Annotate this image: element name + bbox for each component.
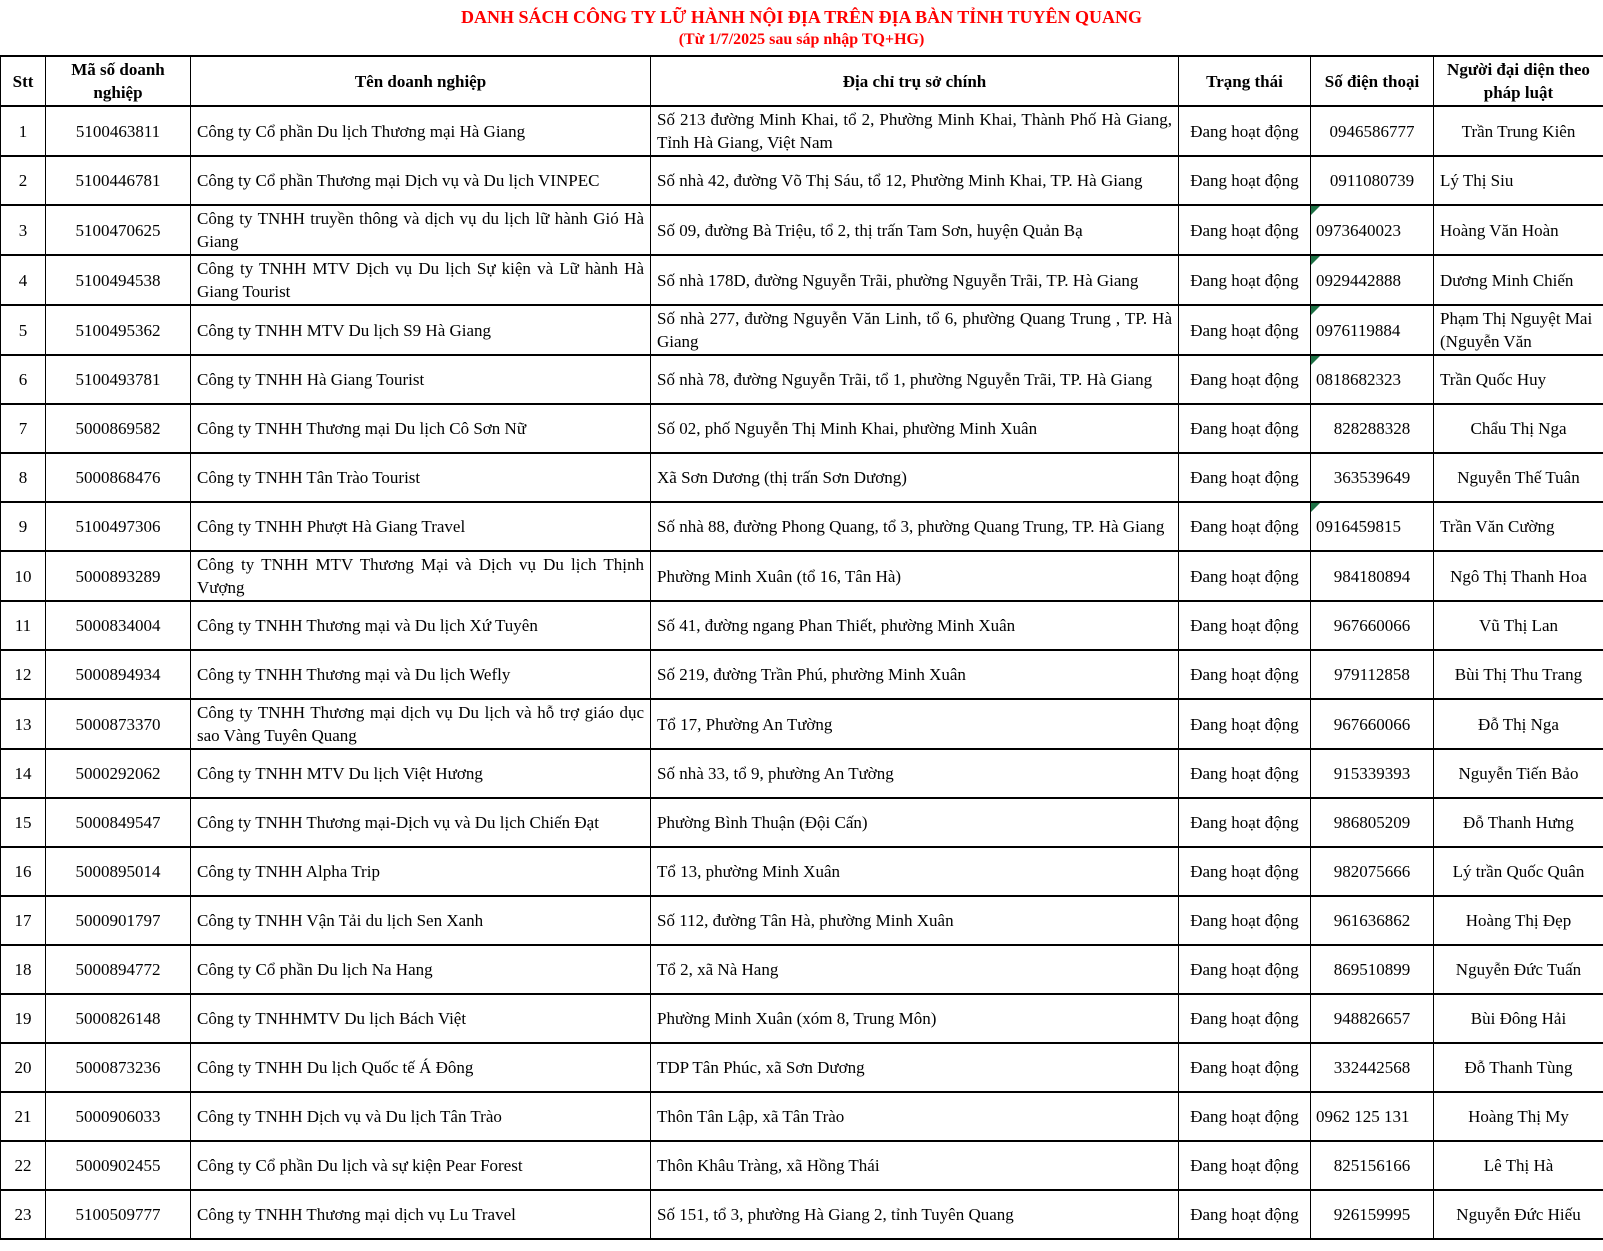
- table-row: [1, 945, 1603, 994]
- table-row: [1, 994, 1603, 1043]
- cell-corner-marker-icon: [1311, 306, 1320, 315]
- company-name-cell: Công ty TNHH Thương mại và Du lịch Wefly: [191, 650, 651, 699]
- status-cell: Đang hoạt động: [1179, 1092, 1311, 1141]
- table-row: [1, 502, 1603, 551]
- representative-cell: Hoàng Thị Đẹp: [1434, 896, 1603, 945]
- address-cell: Số 09, đường Bà Triệu, tổ 2, thị trấn Tam Sơn, huyện Quản Bạ: [651, 205, 1179, 255]
- phone-cell: [1311, 453, 1434, 502]
- address-cell: Phường Minh Xuân (tổ 16, Tân Hà): [651, 551, 1179, 601]
- phone-value: 869510899: [1333, 960, 1411, 979]
- status-cell: Đang hoạt động: [1179, 106, 1311, 156]
- phone-value: 982075666: [1333, 862, 1411, 881]
- stt-cell: 5: [1, 305, 46, 355]
- business-code-cell: 5000834004: [46, 601, 191, 650]
- col-header-status: Trạng thái: [1179, 56, 1311, 106]
- phone-cell: [1311, 601, 1434, 650]
- col-header-representative: Người đại diện theo pháp luật: [1434, 56, 1603, 106]
- status-cell: Đang hoạt động: [1179, 355, 1311, 404]
- table-row: [1, 404, 1603, 453]
- cell-corner-marker-icon: [1311, 356, 1320, 365]
- address-cell: Phường Minh Xuân (xóm 8, Trung Môn): [651, 994, 1179, 1043]
- status-cell: Đang hoạt động: [1179, 1043, 1311, 1092]
- stt-cell: 9: [1, 502, 46, 551]
- representative-cell: Bùi Thị Thu Trang: [1434, 650, 1603, 699]
- phone-value: 926159995: [1333, 1205, 1411, 1224]
- company-name-cell: Công ty TNHH Alpha Trip: [191, 847, 651, 896]
- address-cell: Số 112, đường Tân Hà, phường Minh Xuân: [651, 896, 1179, 945]
- phone-cell: [1311, 551, 1434, 601]
- phone-value: 0976119884: [1316, 320, 1401, 340]
- representative-cell: Lý trần Quốc Quân: [1434, 847, 1603, 896]
- cell-corner-marker-icon: [1311, 503, 1320, 512]
- status-cell: Đang hoạt động: [1179, 453, 1311, 502]
- address-cell: Số nhà 78, đường Nguyễn Trãi, tổ 1, phường Nguyễn Trãi, TP. Hà Giang: [651, 355, 1179, 404]
- representative-cell: Lý Thị Siu: [1434, 156, 1603, 205]
- phone-value: 0946586777: [1329, 121, 1415, 141]
- page-subtitle: (Từ 1/7/2025 sau sáp nhập TQ+HG): [678, 31, 925, 48]
- phone-value: 0962 125 131: [1316, 1107, 1410, 1126]
- business-code-cell: 5000868476: [46, 453, 191, 502]
- address-cell: Xã Sơn Dương (thị trấn Sơn Dương): [651, 453, 1179, 502]
- business-code-cell: 5100495362: [46, 305, 191, 355]
- business-code-cell: 5000901797: [46, 896, 191, 945]
- phone-value: 984180894: [1333, 566, 1411, 586]
- representative-cell: Trần Trung Kiên: [1434, 106, 1603, 156]
- company-name-cell: Công ty TNHH Thương mại-Dịch vụ và Du lịch Chiến Đạt: [191, 798, 651, 847]
- address-cell: Số nhà 42, đường Võ Thị Sáu, tổ 12, Phường Minh Khai, TP. Hà Giang: [651, 156, 1179, 205]
- representative-cell: Nguyễn Đức Hiếu: [1434, 1190, 1603, 1239]
- business-code-cell: 5000894772: [46, 945, 191, 994]
- phone-cell: [1311, 699, 1434, 749]
- stt-cell: 16: [1, 847, 46, 896]
- representative-cell: Nguyễn Đức Tuấn: [1434, 945, 1603, 994]
- company-table-body: [1, 106, 1603, 1239]
- status-cell: Đang hoạt động: [1179, 305, 1311, 355]
- stt-cell: 8: [1, 453, 46, 502]
- address-cell: Số 41, đường ngang Phan Thiết, phường Minh Xuân: [651, 601, 1179, 650]
- phone-cell: [1311, 650, 1434, 699]
- stt-cell: 15: [1, 798, 46, 847]
- business-code-cell: 5100446781: [46, 156, 191, 205]
- status-cell: Đang hoạt động: [1179, 847, 1311, 896]
- company-name-cell: Công ty TNHH Hà Giang Tourist: [191, 355, 651, 404]
- company-name-cell: Công ty TNHH Thương mại Du lịch Cô Sơn Nữ: [191, 404, 651, 453]
- business-code-cell: 5000895014: [46, 847, 191, 896]
- representative-cell: Bùi Đông Hải: [1434, 994, 1603, 1043]
- stt-cell: 3: [1, 205, 46, 255]
- representative-cell: Vũ Thị Lan: [1434, 601, 1603, 650]
- business-code-cell: 5100509777: [46, 1190, 191, 1239]
- representative-cell: Đỗ Thanh Tùng: [1434, 1043, 1603, 1092]
- address-cell: Tổ 13, phường Minh Xuân: [651, 847, 1179, 896]
- phone-cell: [1311, 1043, 1434, 1092]
- status-cell: Đang hoạt động: [1179, 601, 1311, 650]
- phone-cell: [1311, 749, 1434, 798]
- table-row: [1, 453, 1603, 502]
- stt-cell: 10: [1, 551, 46, 601]
- address-cell: Số nhà 33, tổ 9, phường An Tường: [651, 749, 1179, 798]
- business-code-cell: 5000902455: [46, 1141, 191, 1190]
- phone-value: 828288328: [1333, 419, 1411, 438]
- company-name-cell: Công ty TNHH Dịch vụ và Du lịch Tân Trào: [191, 1092, 651, 1141]
- stt-cell: 23: [1, 1190, 46, 1239]
- address-cell: Phường Bình Thuận (Đội Cấn): [651, 798, 1179, 847]
- address-cell: Số nhà 277, đường Nguyễn Văn Linh, tổ 6, phường Quang Trung , TP. Hà Giang: [651, 305, 1179, 355]
- company-name-cell: Công ty TNHH truyền thông và dịch vụ du lịch lữ hành Gió Hà Giang: [191, 205, 651, 255]
- representative-cell: Ngô Thị Thanh Hoa: [1434, 551, 1603, 601]
- stt-cell: 7: [1, 404, 46, 453]
- table-row: [1, 1190, 1603, 1239]
- phone-cell: [1311, 945, 1434, 994]
- phone-cell: [1311, 1190, 1434, 1239]
- representative-cell: Hoàng Thị My: [1434, 1092, 1603, 1141]
- representative-cell: Đỗ Thị Nga: [1434, 699, 1603, 749]
- table-row: [1, 305, 1603, 355]
- cell-corner-marker-icon: [1311, 206, 1320, 215]
- address-cell: Thôn Khâu Tràng, xã Hồng Thái: [651, 1141, 1179, 1190]
- business-code-cell: 5000849547: [46, 798, 191, 847]
- phone-cell: [1311, 156, 1434, 205]
- company-name-cell: Công ty Cổ phần Du lịch Thương mại Hà Giang: [191, 106, 651, 156]
- stt-cell: 18: [1, 945, 46, 994]
- company-name-cell: Công ty TNHH MTV Du lịch S9 Hà Giang: [191, 305, 651, 355]
- phone-value: 0911080739: [1329, 171, 1415, 190]
- stt-cell: 21: [1, 1092, 46, 1141]
- phone-value: 986805209: [1333, 813, 1411, 832]
- phone-cell: [1311, 205, 1434, 255]
- phone-cell: [1311, 847, 1434, 896]
- col-header-phone: Số điện thoại: [1311, 56, 1434, 106]
- col-header-stt: Stt: [1, 56, 46, 106]
- phone-value: 915339393: [1333, 764, 1411, 783]
- status-cell: Đang hoạt động: [1179, 156, 1311, 205]
- address-cell: Số 02, phố Nguyễn Thị Minh Khai, phường Minh Xuân: [651, 404, 1179, 453]
- phone-cell: [1311, 994, 1434, 1043]
- business-code-cell: 5000873370: [46, 699, 191, 749]
- phone-value: 0916459815: [1316, 517, 1401, 536]
- business-code-cell: 5000906033: [46, 1092, 191, 1141]
- table-row: [1, 205, 1603, 255]
- status-cell: Đang hoạt động: [1179, 205, 1311, 255]
- stt-cell: 12: [1, 650, 46, 699]
- company-name-cell: Công ty TNHH MTV Thương Mại và Dịch vụ Du lịch Thịnh Vượng: [191, 551, 651, 601]
- stt-cell: 20: [1, 1043, 46, 1092]
- phone-cell: [1311, 1092, 1434, 1141]
- business-code-cell: 5000873236: [46, 1043, 191, 1092]
- phone-cell: [1311, 404, 1434, 453]
- stt-cell: 11: [1, 601, 46, 650]
- phone-value: 0818682323: [1316, 370, 1401, 389]
- cell-corner-marker-icon: [1311, 256, 1320, 265]
- company-name-cell: Công ty TNHHMTV Du lịch Bách Việt: [191, 994, 651, 1043]
- phone-value: 0929442888: [1316, 270, 1401, 290]
- business-code-cell: 5000893289: [46, 551, 191, 601]
- phone-value: 961636862: [1333, 911, 1411, 930]
- status-cell: Đang hoạt động: [1179, 699, 1311, 749]
- status-cell: Đang hoạt động: [1179, 749, 1311, 798]
- business-code-cell: 5000869582: [46, 404, 191, 453]
- table-row: [1, 896, 1603, 945]
- business-code-cell: 5100497306: [46, 502, 191, 551]
- page-title: DANH SÁCH CÔNG TY LỮ HÀNH NỘI ĐỊA TRÊN ĐỊA BÀN TỈNH TUYÊN QUANG: [461, 7, 1142, 27]
- address-cell: Số 219, đường Trần Phú, phường Minh Xuân: [651, 650, 1179, 699]
- stt-cell: 4: [1, 255, 46, 305]
- table-row: [1, 106, 1603, 156]
- business-code-cell: 5100494538: [46, 255, 191, 305]
- col-header-company-name: Tên doanh nghiệp: [191, 56, 651, 106]
- address-cell: Số 213 đường Minh Khai, tổ 2, Phường Minh Khai, Thành Phố Hà Giang, Tỉnh Hà Giang, Việt Nam: [651, 106, 1179, 156]
- phone-value: 979112858: [1334, 665, 1410, 684]
- header-row: [1, 56, 1603, 106]
- status-cell: Đang hoạt động: [1179, 1190, 1311, 1239]
- status-cell: Đang hoạt động: [1179, 404, 1311, 453]
- company-name-cell: Công ty TNHH Thương mại dịch vụ Du lịch và hỗ trợ giáo dục sao Vàng Tuyên Quang: [191, 699, 651, 749]
- address-cell: Tổ 17, Phường An Tường: [651, 699, 1179, 749]
- phone-value: 363539649: [1333, 468, 1411, 487]
- company-table: [0, 55, 1603, 1240]
- phone-value: 0973640023: [1316, 220, 1401, 240]
- status-cell: Đang hoạt động: [1179, 551, 1311, 601]
- address-cell: Thôn Tân Lập, xã Tân Trào: [651, 1092, 1179, 1141]
- company-name-cell: Công ty Cổ phần Thương mại Dịch vụ và Du lịch VINPEC: [191, 156, 651, 205]
- table-row: [1, 798, 1603, 847]
- status-cell: Đang hoạt động: [1179, 945, 1311, 994]
- phone-cell: [1311, 355, 1434, 404]
- stt-cell: 1: [1, 106, 46, 156]
- business-code-cell: 5100463811: [46, 106, 191, 156]
- status-cell: Đang hoạt động: [1179, 1141, 1311, 1190]
- company-name-cell: Công ty Cổ phần Du lịch Na Hang: [191, 945, 651, 994]
- address-cell: Tổ 2, xã Nà Hang: [651, 945, 1179, 994]
- status-cell: Đang hoạt động: [1179, 994, 1311, 1043]
- company-name-cell: Công ty TNHH Thương mại và Du lịch Xứ Tuyên: [191, 601, 651, 650]
- address-cell: Số nhà 88, đường Phong Quang, tổ 3, phường Quang Trung, TP. Hà Giang: [651, 502, 1179, 551]
- address-cell: TDP Tân Phúc, xã Sơn Dương: [651, 1043, 1179, 1092]
- table-row: [1, 1141, 1603, 1190]
- phone-cell: [1311, 255, 1434, 305]
- table-row: [1, 601, 1603, 650]
- company-name-cell: Công ty TNHH Phượt Hà Giang Travel: [191, 502, 651, 551]
- stt-cell: 17: [1, 896, 46, 945]
- phone-value: 967660066: [1333, 616, 1411, 635]
- status-cell: Đang hoạt động: [1179, 255, 1311, 305]
- address-cell: Số 151, tổ 3, phường Hà Giang 2, tỉnh Tuyên Quang: [651, 1190, 1179, 1239]
- business-code-cell: 5100470625: [46, 205, 191, 255]
- representative-cell: Hoàng Văn Hoàn: [1434, 205, 1603, 255]
- table-row: [1, 650, 1603, 699]
- business-code-cell: 5000292062: [46, 749, 191, 798]
- status-cell: Đang hoạt động: [1179, 502, 1311, 551]
- company-name-cell: Công ty TNHH MTV Dịch vụ Du lịch Sự kiện và Lữ hành Hà Giang Tourist: [191, 255, 651, 305]
- table-row: [1, 355, 1603, 404]
- business-code-cell: 5000826148: [46, 994, 191, 1043]
- phone-cell: [1311, 502, 1434, 551]
- stt-cell: 14: [1, 749, 46, 798]
- stt-cell: 2: [1, 156, 46, 205]
- phone-value: 967660066: [1333, 714, 1411, 734]
- representative-cell: Phạm Thị Nguyệt Mai (Nguyễn Văn: [1434, 305, 1603, 355]
- representative-cell: Chẩu Thị Nga: [1434, 404, 1603, 453]
- table-row: [1, 699, 1603, 749]
- table-row: [1, 156, 1603, 205]
- phone-value: 825156166: [1333, 1156, 1411, 1175]
- company-name-cell: Công ty TNHH Du lịch Quốc tế Á Đông: [191, 1043, 651, 1092]
- phone-cell: [1311, 305, 1434, 355]
- phone-value: 332442568: [1333, 1058, 1411, 1077]
- representative-cell: Nguyễn Tiến Bảo: [1434, 749, 1603, 798]
- phone-value: 948826657: [1333, 1009, 1411, 1028]
- stt-cell: 13: [1, 699, 46, 749]
- representative-cell: Lê Thị Hà: [1434, 1141, 1603, 1190]
- table-row: [1, 847, 1603, 896]
- company-name-cell: Công ty TNHH MTV Du lịch Việt Hương: [191, 749, 651, 798]
- stt-cell: 19: [1, 994, 46, 1043]
- phone-cell: [1311, 1141, 1434, 1190]
- col-header-business-code: Mã số doanh nghiệp: [46, 56, 191, 106]
- table-row: [1, 1043, 1603, 1092]
- table-row: [1, 1092, 1603, 1141]
- phone-cell: [1311, 896, 1434, 945]
- table-row: [1, 749, 1603, 798]
- company-name-cell: Công ty TNHH Tân Trào Tourist: [191, 453, 651, 502]
- company-name-cell: Công ty TNHH Vận Tải du lịch Sen Xanh: [191, 896, 651, 945]
- status-cell: Đang hoạt động: [1179, 798, 1311, 847]
- phone-cell: [1311, 106, 1434, 156]
- stt-cell: 22: [1, 1141, 46, 1190]
- address-cell: Số nhà 178D, đường Nguyễn Trãi, phường Nguyễn Trãi, TP. Hà Giang: [651, 255, 1179, 305]
- representative-cell: Nguyễn Thế Tuân: [1434, 453, 1603, 502]
- representative-cell: Đỗ Thanh Hưng: [1434, 798, 1603, 847]
- representative-cell: Dương Minh Chiến: [1434, 255, 1603, 305]
- col-header-address: Địa chỉ trụ sở chính: [651, 56, 1179, 106]
- company-name-cell: Công ty TNHH Thương mại dịch vụ Lu Travel: [191, 1190, 651, 1239]
- business-code-cell: 5100493781: [46, 355, 191, 404]
- status-cell: Đang hoạt động: [1179, 650, 1311, 699]
- table-row: [1, 255, 1603, 305]
- status-cell: Đang hoạt động: [1179, 896, 1311, 945]
- stt-cell: 6: [1, 355, 46, 404]
- business-code-cell: 5000894934: [46, 650, 191, 699]
- representative-cell: Trần Văn Cường: [1434, 502, 1603, 551]
- representative-cell: Trần Quốc Huy: [1434, 355, 1603, 404]
- phone-cell: [1311, 798, 1434, 847]
- table-row: [1, 551, 1603, 601]
- company-name-cell: Công ty Cổ phần Du lịch và sự kiện Pear Forest: [191, 1141, 651, 1190]
